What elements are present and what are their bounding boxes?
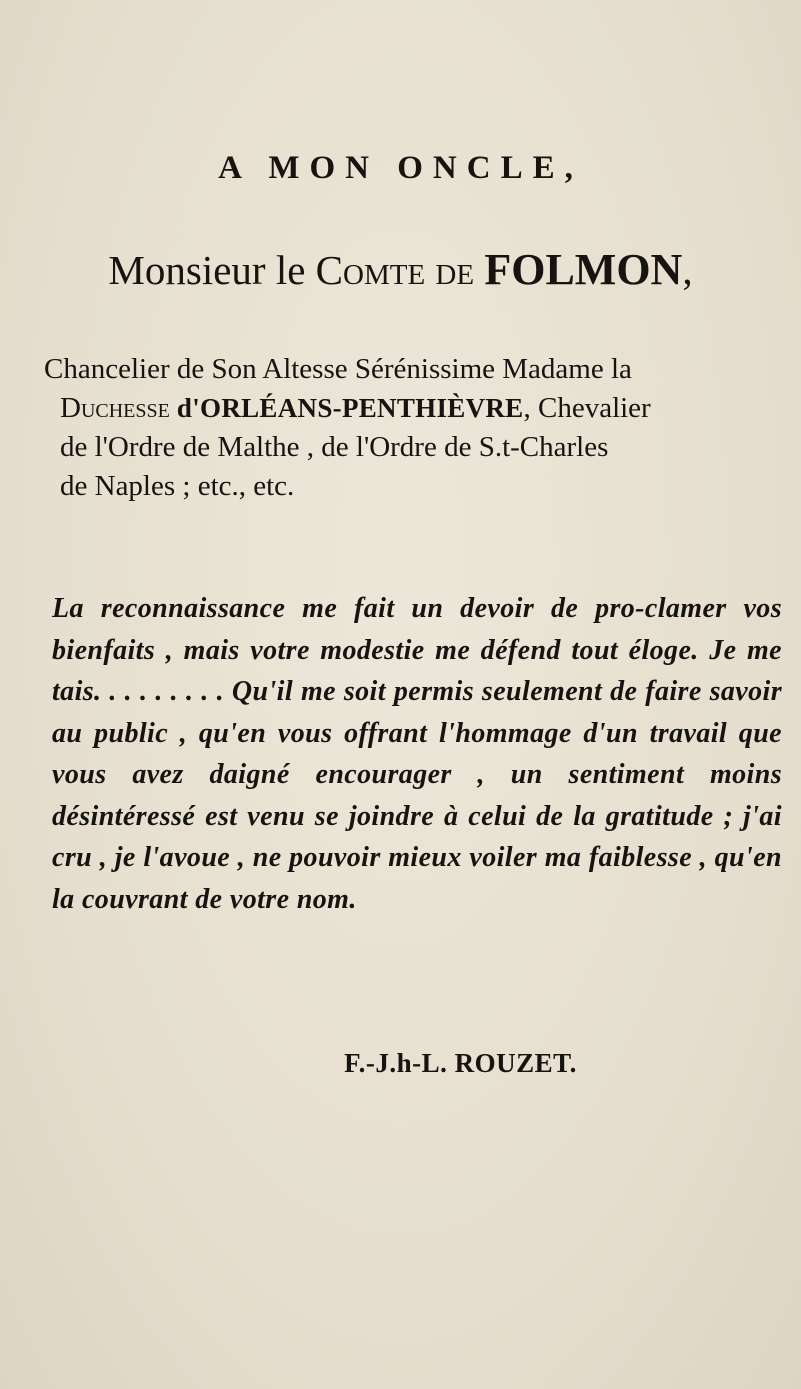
titles-duchesse: Duchesse: [60, 392, 170, 424]
titles-line-3: de l'Ordre de Malthe , de l'Ordre de S.t-Charles: [60, 431, 609, 463]
recipient-name: [0, 245, 801, 295]
name-title: Comte de: [315, 247, 485, 293]
name-suffix: ,: [682, 247, 693, 293]
titles-line-4: de Naples ; etc., etc.: [60, 470, 295, 502]
dedication-text: La reconnaissance me fait un devoir de pro-clamer vos bienfaits , mais votre modestie me défend tout éloge. Je me tais. . . . . . . . . Qu'il me soit permis seulement de faire savoir au public , qu'en vous offrant l'hommage d'un travail que vous avez daigné encourager , un sentiment moins désintéressé est venu se joindre à celui de la gratitude ; j'ai cru , je l'avoue , ne pouvoir mieux voiler ma faiblesse , qu'en la couvrant de votre nom.: [52, 593, 782, 915]
name-surname: FOLMON: [484, 245, 683, 294]
name-prefix: Monsieur le: [108, 247, 316, 293]
dedication-heading: A MON ONCLE,: [218, 150, 583, 186]
titles-chevalier: , Chevalier: [523, 392, 651, 424]
titles-line-1: Chancelier de Son Altesse Sérénissime Madame la: [44, 353, 632, 385]
recipient-titles: [44, 350, 784, 506]
titles-line-2: [44, 389, 784, 428]
author-signature: F.-J.h-L. ROUZET.: [344, 1048, 577, 1078]
titles-house-name: d'ORLÉANS-PENTHIÈVRE: [169, 393, 524, 423]
